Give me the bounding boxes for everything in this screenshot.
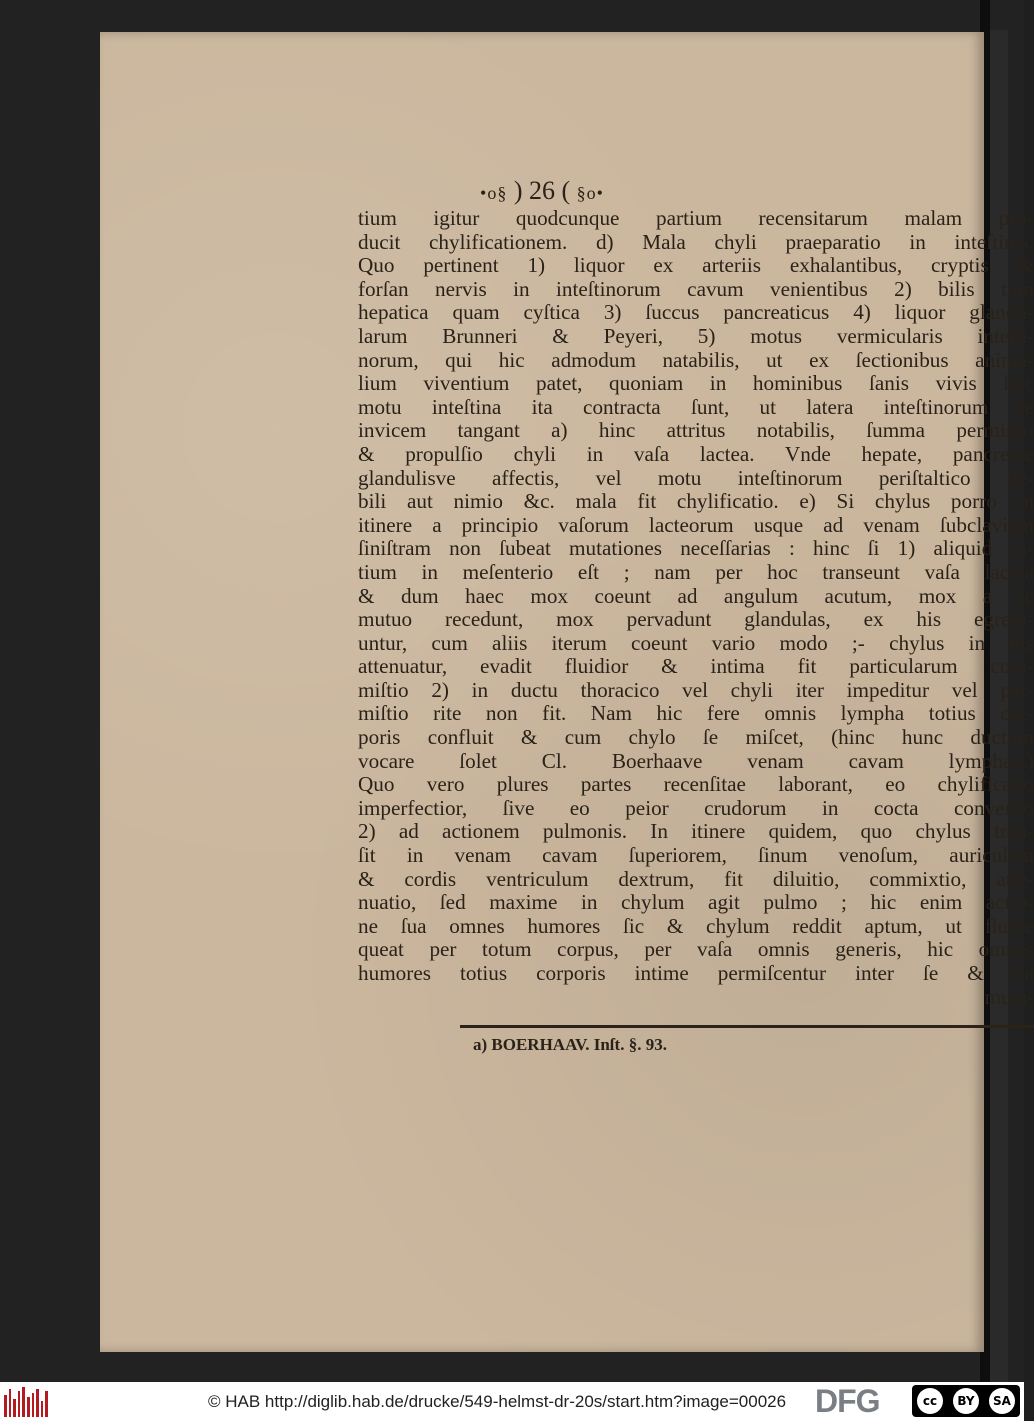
cc-license-icon[interactable] [912,1385,1020,1417]
cc-sa-icon: SA [989,1388,1015,1414]
text-line: & propulſio chyli in vaſa lactea. Vnde hepate, pancreate [358,441,1034,466]
text-line: tium in meſenterio eſt ; nam per hoc transeunt vaſa lactea [358,559,1034,584]
text-line: nuatio, ſed maxime in chylum agit pulmo ; hic enim actio- [358,890,1034,915]
text-line: attenuatur, evadit fluidior & intima fit particularum com- [358,654,1034,679]
copyright-link[interactable]: © HAB http://diglib.hab.de/drucke/549-helmst-dr-20s/start.htm?image=00026 [208,1391,787,1411]
text-line: imperfectior, ſive eo peior crudorum in cocta converſio [358,795,1034,820]
text-line: tium igitur quodcunque partium recensitarum malam pro- [358,206,1034,230]
page-header [100,176,984,206]
text-line: untur, cum aliis iterum coeunt vario modo ;- chylus in his [358,630,1034,655]
text-line: ſiniſtram non ſubeat mutationes neceſſarias : hinc ſi 1) aliquid vi- [358,536,1034,561]
text-line: queat per totum corpus, per vaſa omnis generis, hic omnes [358,937,1034,962]
text-line: miſtio 2) in ductu thoracico vel chyli iter impeditur vel per- [358,677,1034,702]
header-ornament-right: §o• [576,183,604,203]
text-line: ducit chylificationem. d) Mala chyli praeparatio in inteſtinis. [358,229,1034,254]
text-line: Quo vero plures partes recenſitae laborant, eo chylificatio [358,772,1034,797]
cc-label: cc [917,1388,943,1414]
text-line: Quo pertinent 1) liquor ex arteriis exhalantibus, cryptis & [358,253,1034,278]
text-line: mutuo recedunt, mox pervadunt glandulas, ex his egredi- [358,607,1034,632]
text-line: forſan nervis in inteſtinorum cavum venientibus 2) bilis tum [358,276,1034,301]
text-line: & cordis ventriculum dextrum, fit diluitio, commixtio, atte- [358,866,1034,891]
footnote-rule [460,1025,1034,1028]
hab-logo-icon[interactable] [4,1387,48,1417]
text-line: bili aut nimio &c. mala fit chylificatio. e) Si chylus porro in [358,489,1034,514]
text-line: muta- [984,984,1034,1009]
text-line: 2) ad actionem pulmonis. In itinere quidem, quo chylus tran- [358,819,1034,844]
text-line: norum, qui hic admodum natabilis, ut ex ſectionibus anima- [358,347,1034,372]
text-line: hepatica quam cyſtica 3) ſuccus pancreaticus 4) liquor glandu- [358,300,1034,325]
copyright-bar [0,1382,1024,1421]
header-ornament-left: •o§ [480,183,508,203]
book-page [100,32,1034,1352]
text-line: ſit in venam cavam ſuperiorem, ſinum venoſum, auriculam [358,843,1034,868]
body-text [358,207,1034,1009]
text-line: miſtio rite non fit. Nam hic fere omnis lympha totius cor- [358,701,1034,726]
text-line: motu inteſtina ita contracta ſunt, ut latera inteſtinorum ſe [358,394,1034,419]
dfg-logo-icon[interactable]: DFG [815,1383,880,1419]
cc-by-icon: BY [953,1388,979,1414]
text-line: glandulisve affectis, vel motu inteſtinorum periſtaltico de- [358,465,1034,490]
text-line: poris confluit & cum chylo ſe miſcet, (hinc hunc ductum [358,725,1034,750]
page-number: ) 26 ( [513,176,571,205]
text-line: humores totius corporis intime permiſcentur inter ſe & ita [358,961,1034,985]
text-line: & dum haec mox coeunt ad angulum acutum, mox a ſe [358,583,1034,608]
text-line: invicem tangant a) hinc attritus notabilis, ſumma permiſtio [358,418,1034,443]
footnote: a) BOERHAAV. Inſt. §. 93. [473,1035,667,1054]
text-line: itinere a principio vaſorum lacteorum usque ad venam ſubclaviam [358,512,1034,537]
text-line: vocare ſolet Cl. Boerhaave venam cavam lymphae.) [358,748,1034,773]
text-line: ne ſua omnes humores ſic & chylum reddit aptum, ut fluere [358,913,1034,938]
text-line: larum Brunneri & Peyeri, 5) motus vermicularis inteſti- [358,323,1034,348]
text-line: lium viventium patet, quoniam in hominibus ſanis vivis hoc [358,371,1034,396]
